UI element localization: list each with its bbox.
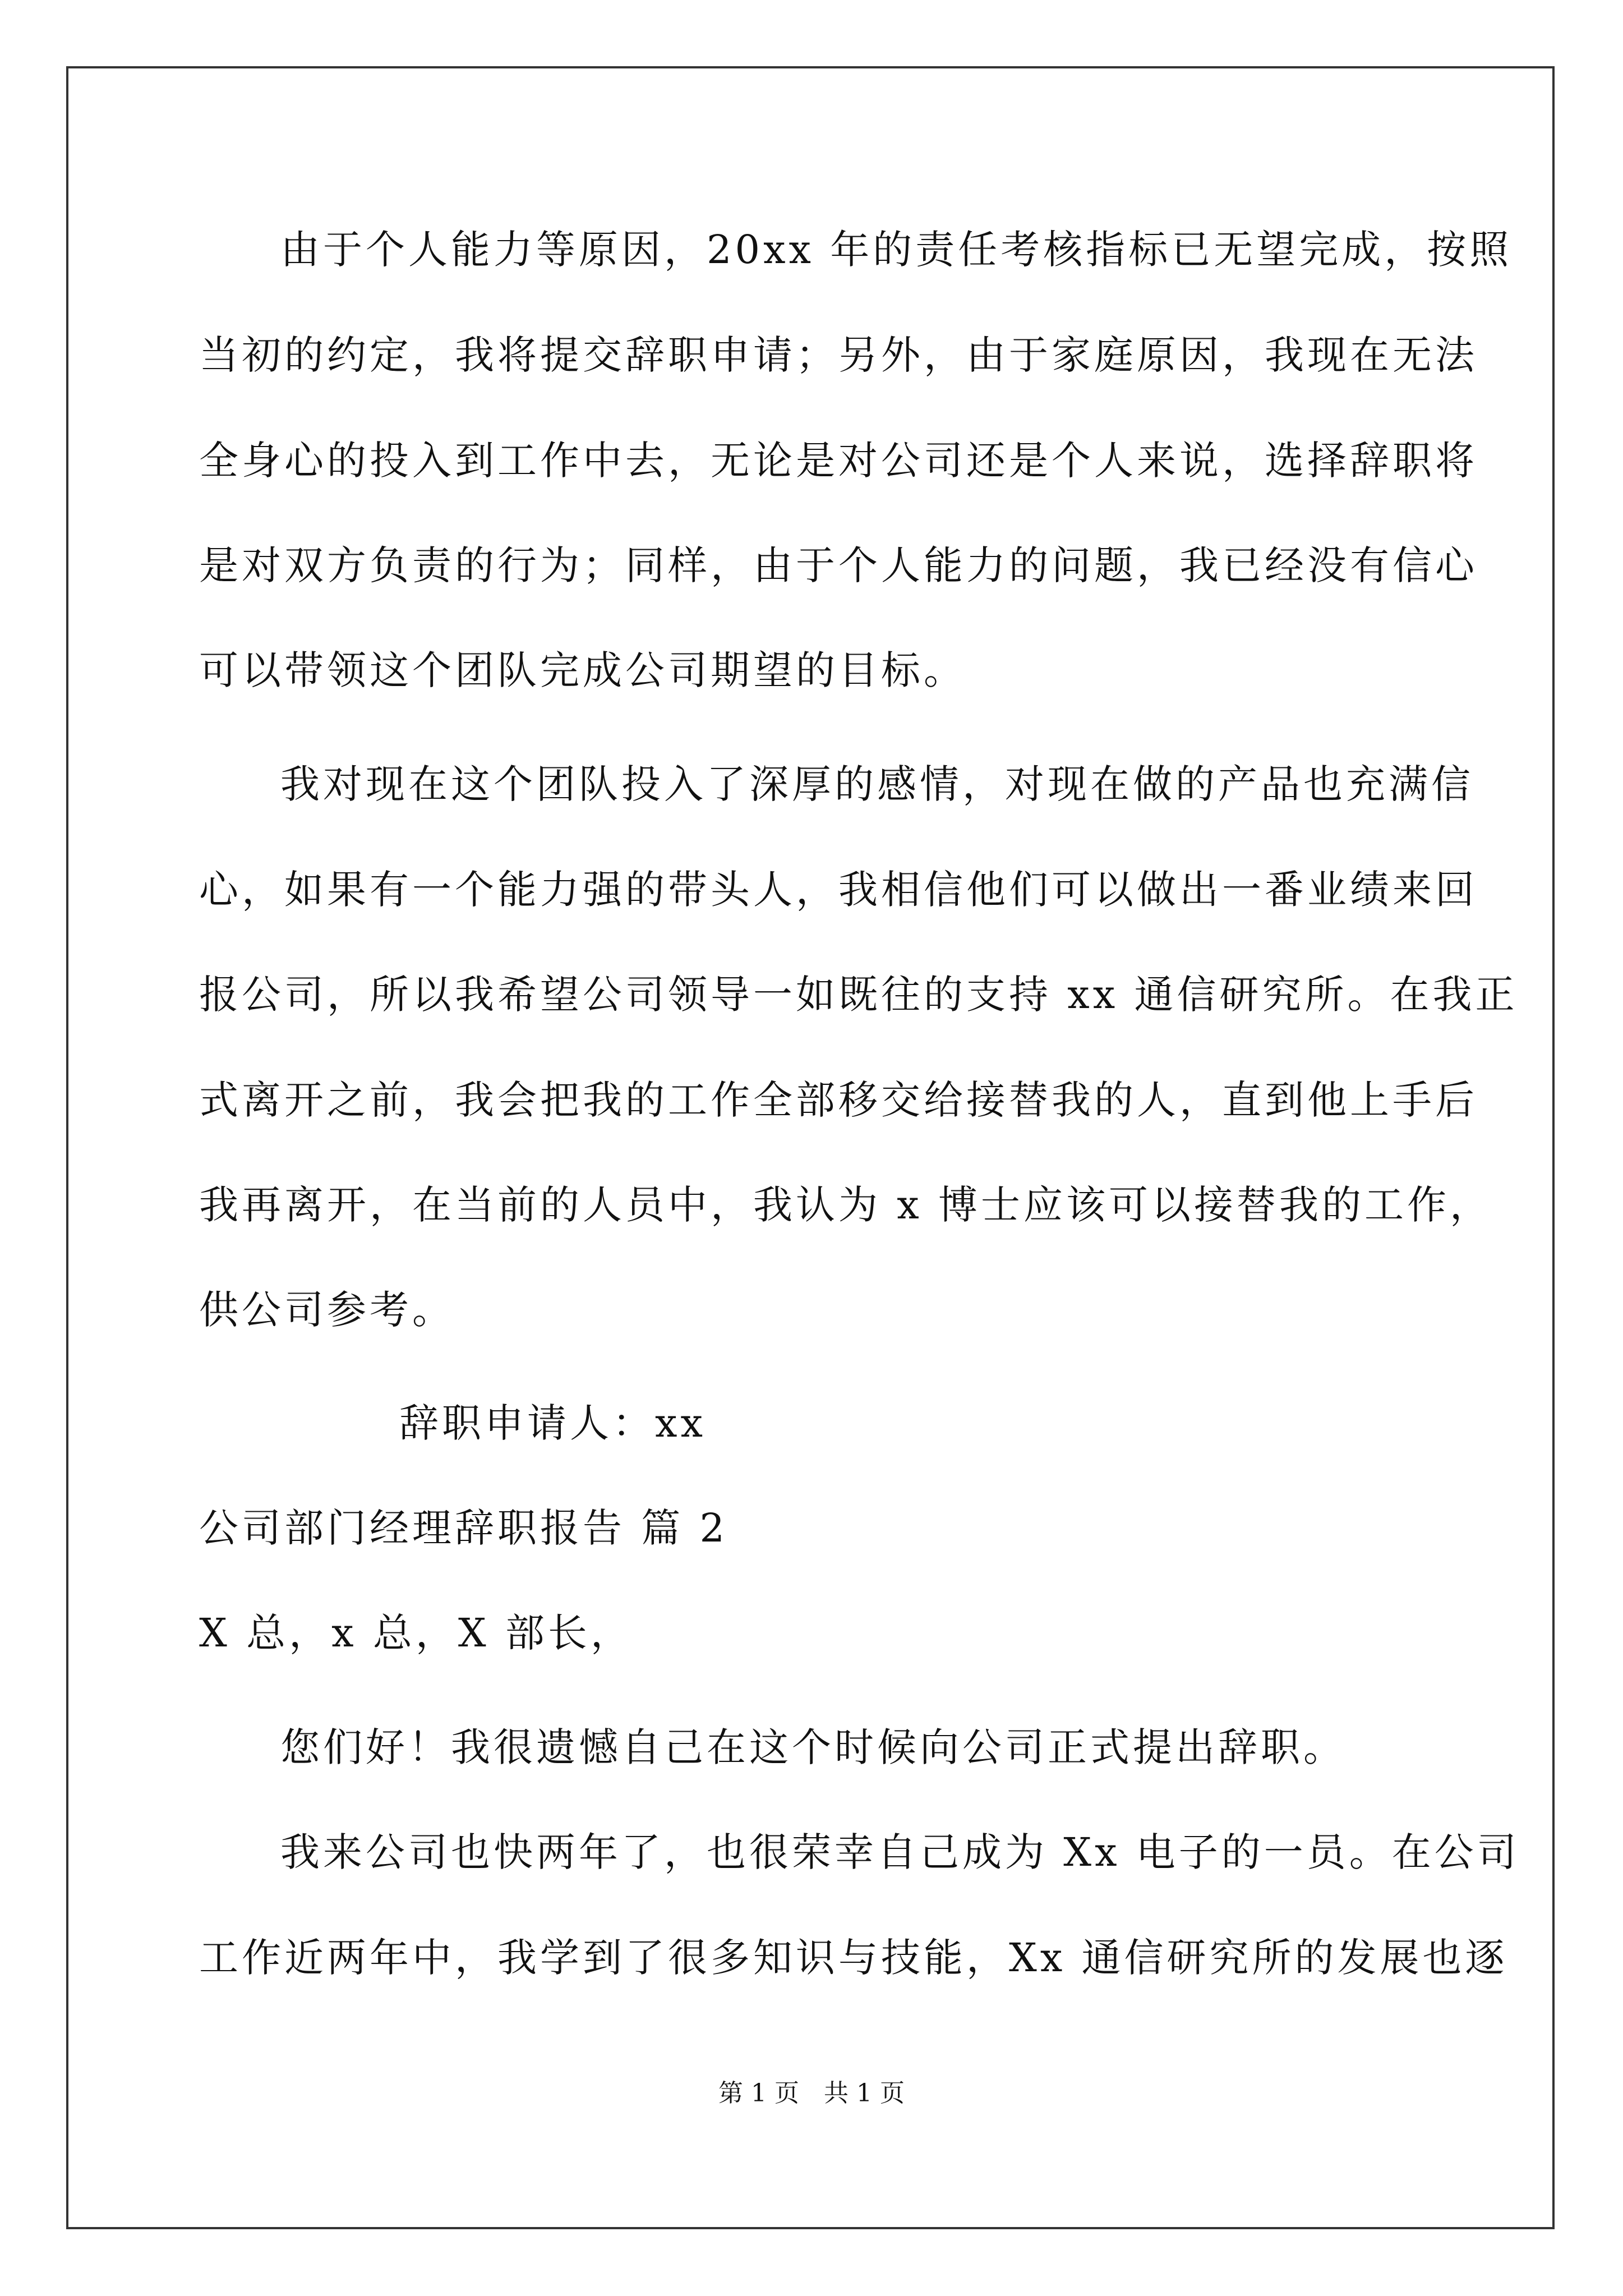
paragraph-4-line-2: 工作近两年中，我学到了很多知识与技能，Xx 通信研究所的发展也逐 [199, 1935, 1508, 1981]
page-footer: 第 1 页 共 1 页 [718, 2079, 905, 2108]
signature: 辞职申请人：xx [399, 1400, 706, 1446]
paragraph-2-line-1: 我对现在这个团队投入了深厚的感情，对现在做的产品也充满信 [280, 761, 1474, 807]
paragraph-1-line-2: 当初的约定，我将提交辞职申请；另外，由于家庭原因，我现在无法 [199, 332, 1478, 378]
paragraph-1-line-4: 是对双方负责的行为；同样，由于个人能力的问题，我已经没有信心 [199, 542, 1478, 588]
paragraph-2-line-6: 供公司参考。 [199, 1287, 455, 1333]
paragraph-1-line-1: 由于个人能力等原因，20xx 年的责任考核指标已无望完成，按照 [280, 227, 1513, 273]
paragraph-2-line-2: 心，如果有一个能力强的带头人，我相信他们可以做出一番业绩来回 [199, 867, 1478, 913]
paragraph-2-line-5: 我再离开，在当前的人员中，我认为 x 博士应该可以接替我的工作， [199, 1182, 1492, 1228]
paragraph-2-line-3: 报公司，所以我希望公司领导一如既往的支持 xx 通信研究所。在我正 [199, 972, 1518, 1018]
paragraph-2-line-4: 式离开之前，我会把我的工作全部移交给接替我的人，直到他上手后 [199, 1077, 1478, 1123]
paragraph-3-line-1: 您们好！我很遗憾自己在这个时候向公司正式提出辞职。 [280, 1724, 1346, 1770]
section-title: 公司部门经理辞职报告 篇 2 [199, 1505, 728, 1551]
paragraph-1-line-3: 全身心的投入到工作中去，无论是对公司还是个人来说，选择辞职将 [199, 438, 1478, 484]
salutation: X 总，x 总，X 部长， [199, 1610, 633, 1656]
paragraph-4-line-1: 我来公司也快两年了，也很荣幸自己成为 Xx 电子的一员。在公司 [280, 1829, 1520, 1875]
page-border [66, 66, 1555, 2229]
paragraph-1-line-5: 可以带领这个团队完成公司期望的目标。 [199, 647, 966, 693]
